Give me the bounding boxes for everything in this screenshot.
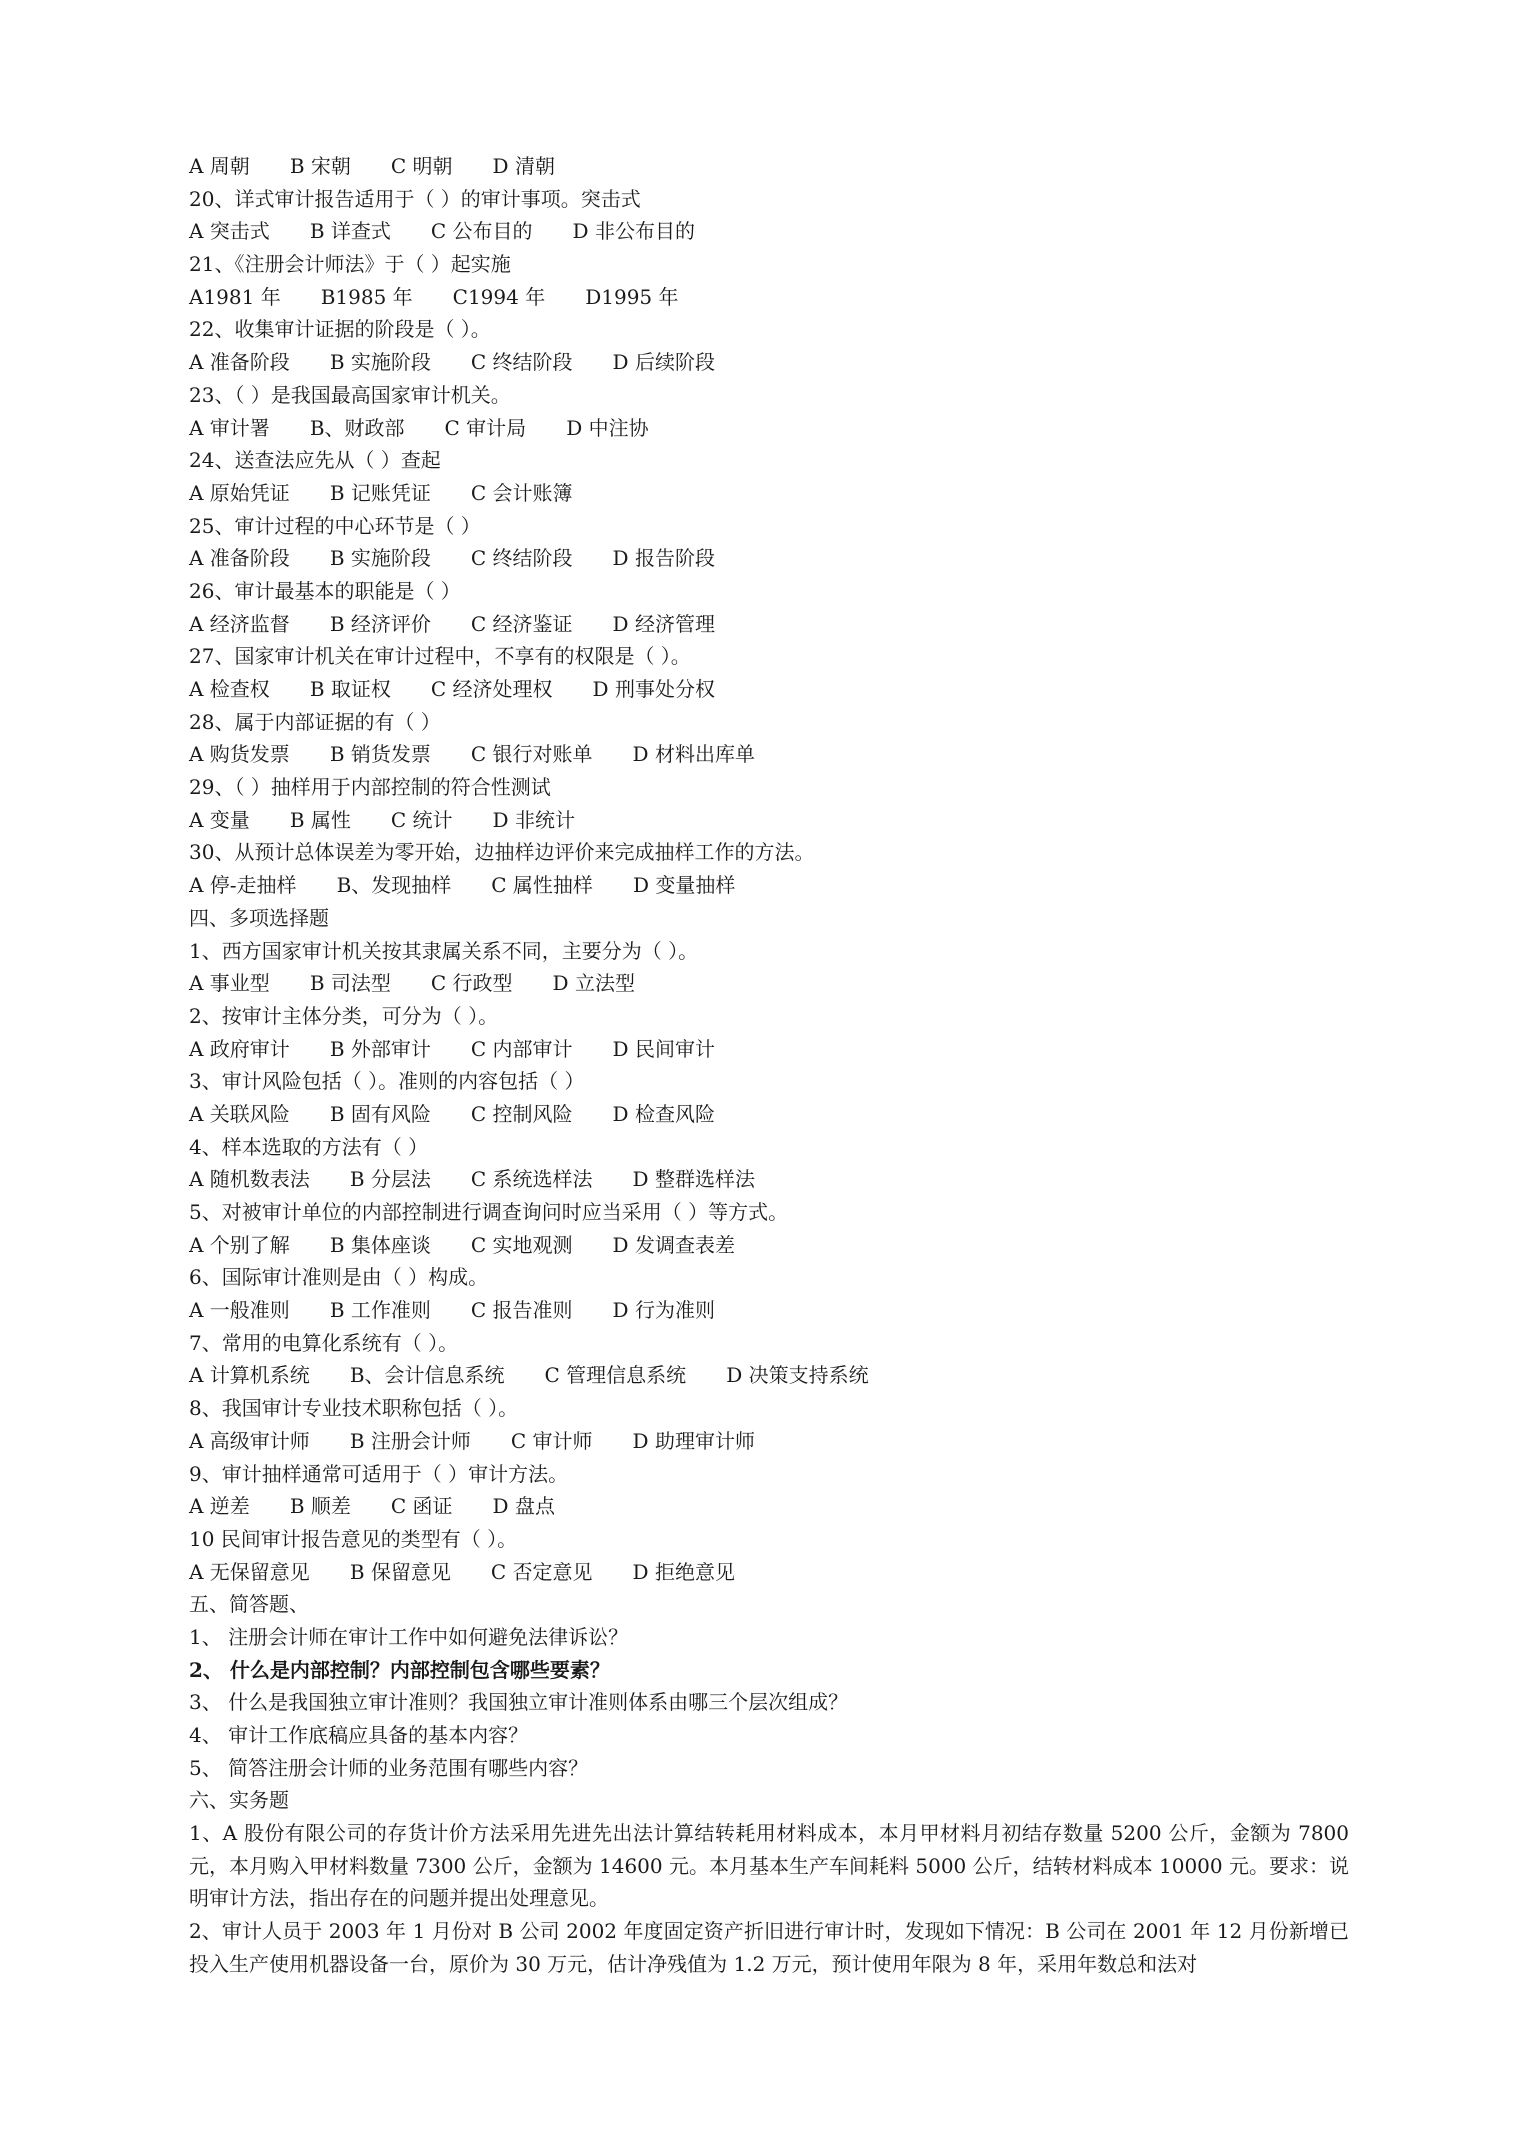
- answer-option: B 取证权: [309, 677, 391, 701]
- answer-option: D 经济管理: [612, 611, 715, 636]
- answer-option: D 拒绝意见: [632, 1559, 735, 1584]
- question-text: 3、 什么是我国独立审计准则？我国独立审计准则体系由哪三个层次组成？: [189, 1690, 849, 1715]
- answer-option: A 事业型: [189, 971, 270, 996]
- answer-options: [189, 477, 1349, 510]
- answer-options: [189, 412, 1349, 445]
- answer-option: C 会计账簿: [470, 480, 573, 505]
- answer-option: D 检查风险: [612, 1101, 715, 1126]
- question-text: 5、 简答注册会计师的业务范围有哪些内容？: [189, 1755, 589, 1780]
- question-text: 22、收集审计证据的阶段是（ ）。: [189, 317, 491, 342]
- question-text: 六、实务题: [189, 1788, 289, 1813]
- answer-option: A 政府审计: [189, 1036, 290, 1061]
- question-text: 20、详式审计报告适用于（ ）的审计事项。突击式: [189, 186, 641, 211]
- answer-option: A 准备阶段: [189, 546, 290, 571]
- answer-option: D1995 年: [585, 284, 679, 309]
- answer-options: [189, 281, 1349, 314]
- question-text: 6、国际审计准则是由（ ）构成。: [189, 1265, 489, 1290]
- answer-option: D 行为准则: [612, 1298, 715, 1323]
- question-text: 21、《注册会计师法》于（ ）起实施: [189, 252, 511, 277]
- answer-option: A 无保留意见: [189, 1559, 310, 1584]
- answer-option: A 一般准则: [189, 1298, 290, 1323]
- question-text: 8、我国审计专业技术职称包括（ ）。: [189, 1396, 519, 1421]
- answer-options: [189, 1556, 1349, 1589]
- answer-option: A1981 年: [189, 284, 281, 309]
- question-text: 23、（ ）是我国最高国家审计机关。: [189, 382, 511, 407]
- answer-option: A 变量: [189, 807, 250, 832]
- answer-option: C 明朝: [390, 154, 453, 178]
- question-text: 30、从预计总体误差为零开始，边抽样边评价来完成抽样工作的方法。: [189, 840, 815, 865]
- answer-option: C 函证: [390, 1494, 453, 1519]
- question-text: 27、国家审计机关在审计过程中，不享有的权限是（ ）。: [189, 644, 691, 669]
- answer-option: D 决策支持系统: [726, 1363, 869, 1388]
- practical-question-paragraph: 2、审计人员于 2003 年 1 月份对 B 公司 2002 年度固定资产折旧进行审计时，发现如下情况：B 公司在 2001 年 12 月份新增已投入生产使用机器设备一台，原价为 30 万元，估计净残值为 1.2 万元，预计使用年限为 8 年，采用年数总和法对: [189, 1919, 1349, 1976]
- answer-option: C 控制风险: [470, 1101, 573, 1126]
- answer-option: C1994 年: [452, 284, 546, 309]
- question-text: 3、审计风险包括（ ）。准则的内容包括（ ）: [189, 1069, 585, 1094]
- practical-question-paragraph: 1、A 股份有限公司的存货计价方法采用先进先出法计算结转耗用材料成本，本月甲材料月初结存数量 5200 公斤，金额为 7800 元，本月购入甲材料数量 7300 公斤，金额为 14600 元。本月基本生产车间耗料 5000 公斤，结转材料成本 10000 元。要求：说明审计方法，指出存在的问题并提出处理意见。: [189, 1821, 1349, 1911]
- answer-option: B 司法型: [309, 971, 391, 996]
- answer-option: D 盘点: [492, 1494, 555, 1519]
- question-text: 10 民间审计报告意见的类型有（ ）。: [189, 1526, 518, 1551]
- answer-option: C 内部审计: [470, 1036, 573, 1061]
- question-text: 五、简答题、: [189, 1592, 309, 1617]
- answer-option: B、发现抽样: [336, 873, 452, 898]
- answer-options: [189, 967, 1349, 1000]
- answer-option: B 工作准则: [329, 1298, 431, 1323]
- answer-option: D 立法型: [552, 971, 635, 996]
- answer-option: B 分层法: [349, 1167, 431, 1192]
- question-text: 9、审计抽样通常可适用于（ ）审计方法。: [189, 1461, 569, 1486]
- answer-option: A 高级审计师: [189, 1428, 310, 1453]
- answer-option: C 审计师: [510, 1428, 593, 1453]
- answer-option: A 随机数表法: [189, 1167, 310, 1192]
- practical-questions: [189, 1817, 1349, 1981]
- answer-option: B 集体座谈: [329, 1232, 431, 1257]
- answer-options: [189, 869, 1349, 902]
- answer-option: D 刑事处分权: [592, 677, 715, 701]
- answer-option: C 报告准则: [470, 1298, 573, 1323]
- question-text: 四、多项选择题: [189, 905, 329, 930]
- answer-option: B 经济评价: [329, 611, 431, 636]
- answer-option: D 清朝: [492, 154, 555, 178]
- answer-options: [189, 673, 1349, 706]
- question-text: 1、 注册会计师在审计工作中如何避免法律诉讼？: [189, 1624, 629, 1649]
- answer-options: [189, 608, 1349, 641]
- question-text: 24、送查法应先从（ ）查起: [189, 448, 441, 473]
- answer-options: [189, 542, 1349, 575]
- answer-option: D 材料出库单: [632, 742, 755, 767]
- question-text: 4、样本选取的方法有（ ）: [189, 1134, 429, 1159]
- answer-option: C 管理信息系统: [544, 1363, 687, 1388]
- answer-option: D 发调查表差: [612, 1232, 735, 1257]
- answer-options: [189, 1229, 1349, 1262]
- question-text: 5、对被审计单位的内部控制进行调查询问时应当采用（ ）等方式。: [189, 1200, 789, 1224]
- answer-option: C 终结阶段: [470, 350, 573, 375]
- answer-option: C 实地观测: [470, 1232, 573, 1257]
- answer-option: D 后续阶段: [612, 350, 715, 375]
- answer-option: C 统计: [390, 807, 453, 832]
- question-text: 28、属于内部证据的有（ ）: [189, 709, 441, 734]
- answer-option: B 详查式: [309, 219, 391, 244]
- answer-options: [189, 150, 1349, 183]
- document-page: [189, 150, 1349, 1981]
- question-text: 29、（ ）抽样用于内部控制的符合性测试: [189, 775, 551, 800]
- question-text: 26、审计最基本的职能是（ ）: [189, 578, 461, 603]
- answer-option: A 准备阶段: [189, 350, 290, 375]
- answer-option: A 停-走抽样: [189, 873, 297, 898]
- answer-option: D 整群选样法: [632, 1167, 755, 1192]
- answer-option: C 经济鉴证: [470, 611, 573, 636]
- answer-options: [189, 1163, 1349, 1196]
- answer-option: A 突击式: [189, 219, 270, 244]
- answer-option: A 经济监督: [189, 611, 290, 636]
- answer-option: D 中注协: [566, 415, 649, 440]
- question-lines: [189, 150, 1349, 1817]
- answer-option: B1985 年: [320, 284, 413, 309]
- answer-option: A 审计署: [189, 415, 270, 440]
- question-text: 4、 审计工作底稿应具备的基本内容？: [189, 1723, 529, 1747]
- answer-option: A 购货发票: [189, 742, 290, 767]
- answer-option: C 审计局: [444, 415, 527, 440]
- question-text: 2、按审计主体分类，可分为（ ）。: [189, 1003, 499, 1028]
- answer-option: C 行政型: [430, 971, 513, 996]
- answer-option: A 关联风险: [189, 1101, 290, 1126]
- answer-options: [189, 1294, 1349, 1327]
- answer-options: [189, 1490, 1349, 1523]
- answer-option: A 个别了解: [189, 1232, 290, 1257]
- answer-option: B 属性: [289, 807, 351, 832]
- answer-options: [189, 215, 1349, 248]
- answer-option: D 变量抽样: [632, 873, 736, 898]
- answer-option: C 否定意见: [490, 1559, 593, 1584]
- answer-option: B 实施阶段: [329, 350, 431, 375]
- answer-option: B 固有风险: [329, 1101, 431, 1126]
- answer-option: B 注册会计师: [349, 1428, 471, 1453]
- answer-option: A 检查权: [189, 677, 270, 701]
- answer-option: D 非统计: [492, 807, 575, 832]
- answer-option: D 助理审计师: [632, 1428, 755, 1453]
- answer-option: C 银行对账单: [470, 742, 593, 767]
- question-text: 25、审计过程的中心环节是（ ）: [189, 513, 481, 538]
- answer-option: B 顺差: [289, 1494, 351, 1519]
- answer-options: [189, 804, 1349, 837]
- answer-option: C 属性抽样: [491, 873, 593, 898]
- answer-option: B 销货发票: [329, 742, 431, 767]
- question-text-bold: 2、 什么是内部控制？内部控制包含哪些要素？: [189, 1657, 610, 1682]
- answer-option: C 经济处理权: [430, 677, 553, 701]
- answer-option: D 非公布目的: [572, 219, 695, 244]
- answer-option: B 保留意见: [349, 1559, 451, 1584]
- answer-option: B 宋朝: [289, 154, 351, 178]
- answer-option: B 实施阶段: [329, 546, 431, 571]
- answer-options: [189, 346, 1349, 379]
- answer-option: A 周朝: [189, 154, 250, 178]
- answer-options: [189, 738, 1349, 771]
- answer-option: C 公布目的: [430, 219, 533, 244]
- question-text: 1、西方国家审计机关按其隶属关系不同，主要分为（ ）。: [189, 938, 699, 963]
- answer-options: [189, 1359, 1349, 1392]
- answer-option: D 报告阶段: [612, 546, 715, 571]
- answer-option: B、财政部: [309, 415, 405, 440]
- answer-option: B 记账凭证: [329, 480, 431, 505]
- question-text: 7、常用的电算化系统有（ ）。: [189, 1330, 459, 1355]
- answer-option: B、会计信息系统: [349, 1363, 505, 1388]
- answer-option: A 原始凭证: [189, 480, 290, 505]
- answer-option: C 系统选样法: [470, 1167, 593, 1192]
- answer-option: C 终结阶段: [470, 546, 573, 571]
- answer-option: A 计算机系统: [189, 1363, 310, 1388]
- answer-options: [189, 1425, 1349, 1458]
- answer-option: A 逆差: [189, 1494, 250, 1519]
- answer-option: D 民间审计: [612, 1036, 715, 1061]
- answer-option: B 外部审计: [329, 1036, 431, 1061]
- answer-options: [189, 1033, 1349, 1066]
- answer-options: [189, 1098, 1349, 1131]
